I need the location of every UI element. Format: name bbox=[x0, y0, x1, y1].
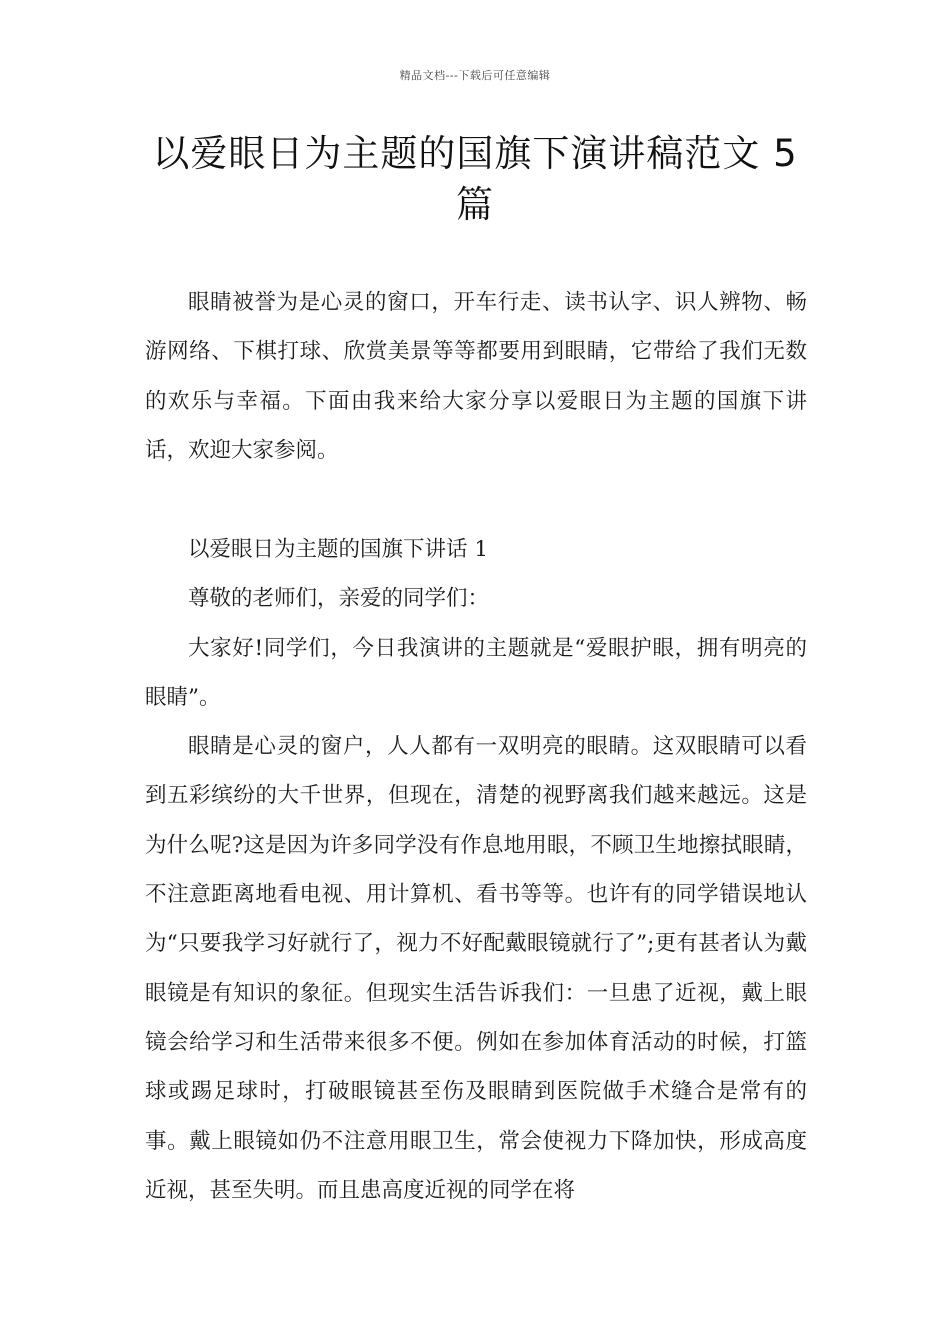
section-heading: 以爱眼日为主题的国旗下讲话 1 bbox=[188, 537, 489, 562]
salutation: 尊敬的老师们，亲爱的同学们： bbox=[188, 586, 490, 612]
header-note: 精品文档---下载后可任意编辑 bbox=[399, 69, 551, 82]
body-paragraph: 眼睛是心灵的窗户，人人都有一双明亮的眼睛。这双眼睛可以看到五彩缤纷的大千世界，但现在，清楚的视野离我们越来越远。这是为什么呢?这是因为许多同学没有作息地用眼，不顾卫生地擦拭眼睛，不注意距离地看电视、用计算机、看书等等。也许有的同学错误地认为“只要我学习好就行了，视力不好配戴眼镜就行了”;更有甚者认为戴眼镜是有知识的象征。但现实生活告诉我们：一旦患了近视，戴上眼镜会给学习和生活带来很多不便。例如在参加体育活动的时候，打篮球或踢足球时，打破眼镜甚至伤及眼睛到医院做手术缝合是常有的事。戴上眼镜如仍不注意用眼卫生，常会使视力下降加快，形成高度近视，甚至失明。而且患高度近视的同学在将 bbox=[145, 734, 807, 1203]
document-title: 以爱眼日为主题的国旗下演讲稿范文 5 篇 bbox=[152, 132, 798, 226]
intro-paragraph: 眼睛被誉为是心灵的窗口，开车行走、读书认字、识人辨物、畅游网络、下棋打球、欣赏美景等等都要用到眼睛，它带给了我们无数的欢乐与幸福。下面由我来给大家分享以爱眼日为主题的国旗下讲话，欢迎大家参阅。 bbox=[145, 290, 807, 463]
body-paragraph: 大家好!同学们，今日我演讲的主题就是“爱眼护眼，拥有明亮的眼睛”。 bbox=[145, 635, 807, 710]
speech-section bbox=[145, 525, 807, 1215]
intro-section bbox=[145, 278, 807, 475]
